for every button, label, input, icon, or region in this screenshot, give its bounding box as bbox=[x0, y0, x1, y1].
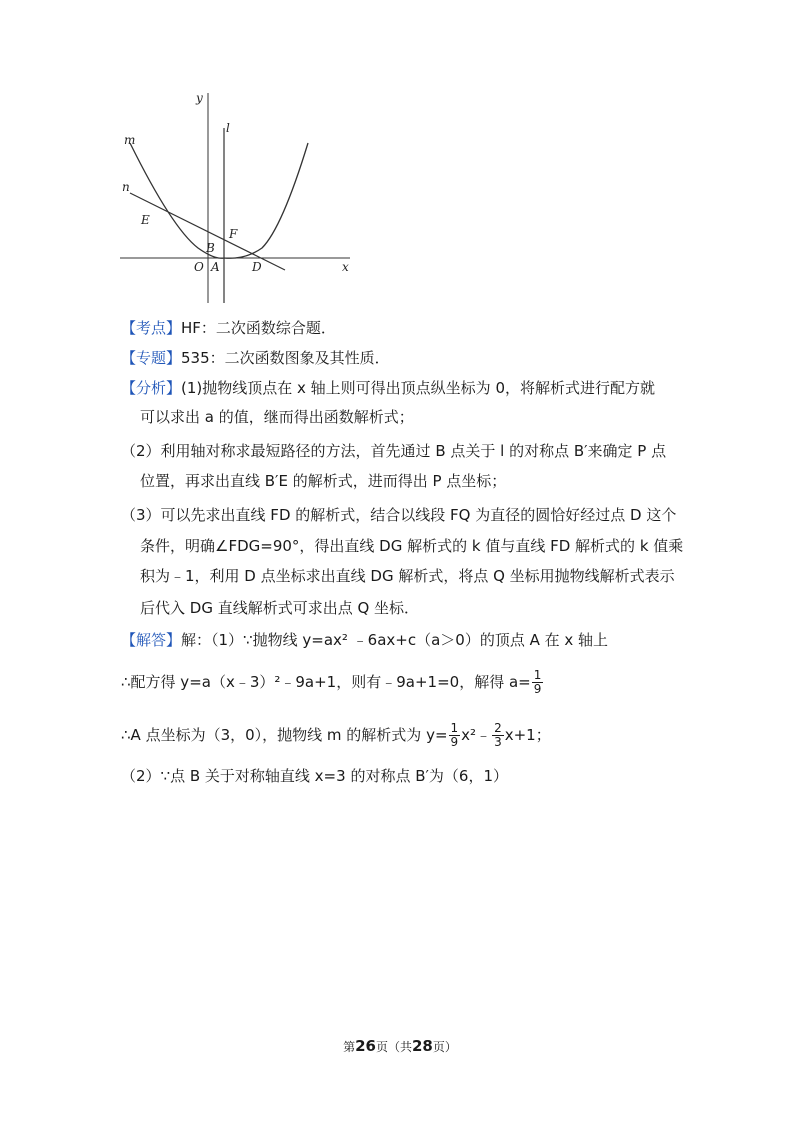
jieda-tag: 【解答】 bbox=[121, 631, 182, 649]
point-e-label: E bbox=[141, 213, 150, 227]
fenxi-line-8: 后代入 DG 直线解析式可求出点 Q 坐标． bbox=[140, 599, 420, 617]
line-l-label: l bbox=[226, 121, 230, 135]
fenxi-line-2: 可以求出 a 的值，继而得出函数解析式； bbox=[140, 408, 414, 426]
fenxi-line-6: 条件，明确∠FDG=90°，得出直线 DG 解析式的 k 值与直线 FD 解析式的 k 值乘 bbox=[140, 537, 684, 555]
fenxi-text-1: (1)抛物线顶点在 x 轴上则可得出顶点纵坐标为 0，将解析式进行配方就 bbox=[181, 379, 655, 397]
curve-m-label: m bbox=[124, 133, 136, 147]
line-n-label: n bbox=[122, 180, 130, 194]
jieda-text-3b: x²﹣ bbox=[461, 726, 492, 744]
parabola-m bbox=[130, 143, 308, 258]
fraction-denominator: 3 bbox=[494, 735, 502, 749]
fenxi-line-3: （2）利用轴对称求最短路径的方法，首先通过 B 点关于 l 的对称点 B′来确定 P 点 bbox=[121, 442, 667, 460]
zhuanti-line bbox=[121, 348, 390, 368]
parabola-figure bbox=[110, 88, 370, 308]
footer-prefix: 第 bbox=[343, 1040, 356, 1054]
fraction-one-ninth-2 bbox=[449, 722, 461, 749]
zhuanti-text: 535：二次函数图象及其性质． bbox=[181, 349, 390, 367]
jieda-text-1: 解：（1）∵抛物线 y=ax² ﹣6ax+c（a＞0）的顶点 A 在 x 轴上 bbox=[181, 631, 609, 649]
point-d-label: D bbox=[252, 260, 262, 274]
kaodian-text: HF：二次函数综合题． bbox=[181, 319, 336, 337]
zhuanti-tag: 【专题】 bbox=[121, 349, 182, 367]
fenxi-tag: 【分析】 bbox=[121, 379, 182, 397]
fraction-denominator: 9 bbox=[450, 735, 459, 749]
footer-suffix: 页） bbox=[432, 1040, 457, 1054]
fenxi-line-5: （3）可以先求出直线 FD 的解析式，结合以线段 FQ 为直径的圆恰好经过点 D 这个 bbox=[121, 506, 677, 524]
jieda-line-3 bbox=[121, 722, 551, 749]
y-axis-label: y bbox=[196, 91, 203, 105]
fenxi-line-1 bbox=[121, 378, 655, 398]
kaodian-line bbox=[121, 318, 336, 338]
jieda-text-2: ∴配方得 y=a（x﹣3）²﹣9a+1，则有﹣9a+1=0，解得 a= bbox=[121, 673, 531, 691]
jieda-text-3c: x+1； bbox=[504, 726, 551, 744]
page-footer bbox=[0, 1037, 800, 1055]
point-f-label: F bbox=[229, 227, 238, 241]
total-page-number: 28 bbox=[412, 1037, 433, 1055]
point-b-label: B bbox=[206, 241, 215, 255]
fraction-numerator: 2 bbox=[494, 721, 502, 735]
fenxi-line-7: 积为﹣1，利用 D 点坐标求出直线 DG 解析式，将点 Q 坐标用抛物线解析式表示 bbox=[140, 567, 675, 585]
fraction-denominator: 9 bbox=[533, 682, 542, 696]
point-a-label: A bbox=[211, 260, 220, 274]
fraction-numerator: 1 bbox=[533, 668, 542, 682]
jieda-text-3a: ∴A 点坐标为（3，0），抛物线 m 的解析式为 y= bbox=[121, 726, 448, 744]
x-axis-label: x bbox=[342, 260, 349, 274]
fenxi-line-4: 位置，再求出直线 B′E 的解析式，进而得出 P 点坐标； bbox=[140, 472, 507, 490]
point-o-label: O bbox=[194, 260, 204, 274]
jieda-line-4: （2）∵点 B 关于对称轴直线 x=3 的对称点 B′为（6，1） bbox=[121, 767, 508, 785]
footer-middle: 页（共 bbox=[375, 1040, 412, 1054]
fraction-two-thirds bbox=[492, 722, 504, 749]
fraction-one-ninth bbox=[532, 669, 544, 696]
kaodian-tag: 【考点】 bbox=[121, 319, 182, 337]
jieda-line-2 bbox=[121, 669, 544, 696]
jieda-line-1 bbox=[121, 630, 608, 650]
current-page-number: 26 bbox=[355, 1037, 376, 1055]
fraction-numerator: 1 bbox=[450, 721, 459, 735]
